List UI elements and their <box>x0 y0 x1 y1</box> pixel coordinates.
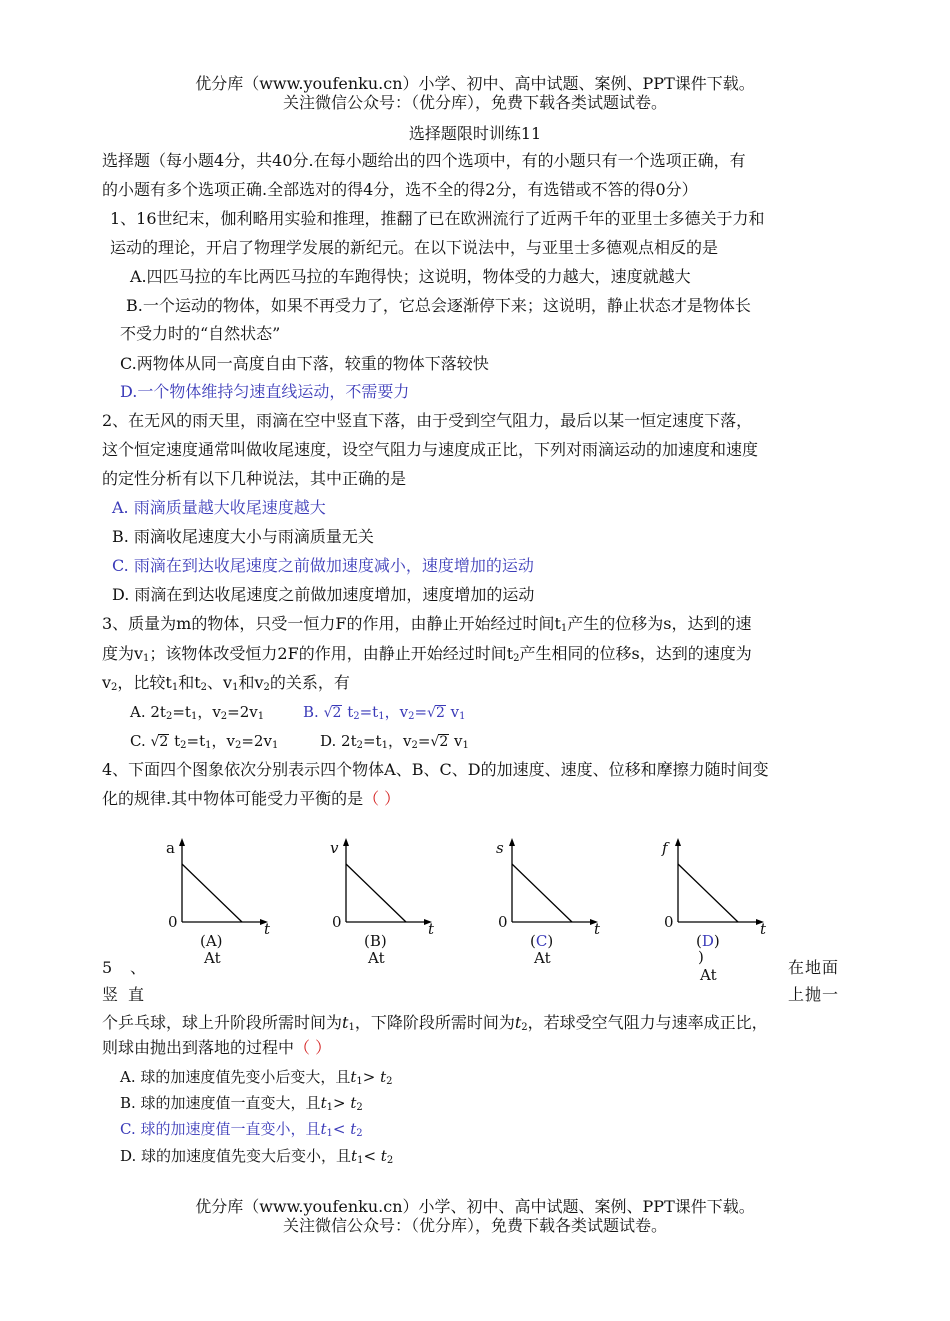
sqrt-symbol: √2 <box>430 734 449 750</box>
q5-option-d: D. 球的加速度值先变大后变小，且$t_1< t_2$ <box>120 1147 394 1166</box>
graph-line <box>512 864 572 922</box>
q3-option-c: C. √2 $t_2=t_1$，$v_2=2v_1$ <box>130 732 279 751</box>
footer-line-1: 优分库（www.youfenku.cn）小学、初中、高中试题、案例、PPT课件下载。 <box>195 1197 755 1216</box>
q5-right-1: 在地面 <box>788 958 840 977</box>
q4-stem-line-2: 化的规律.其中物体可能受力平衡的是（ ） <box>102 789 401 808</box>
graph-line <box>678 864 738 922</box>
graph-c-sub: At <box>534 949 551 967</box>
q5-right-2: 上抛一 <box>788 985 840 1004</box>
sqrt-symbol: √2 <box>427 705 445 721</box>
graph-d-extra: ) <box>698 948 704 966</box>
q5-option-c: C. 球的加速度值一直变小，且$t_1< t_2$ <box>120 1120 363 1139</box>
q2-stem-line-1: 2、在无风的雨天里，雨滴在空中竖直下落，由于受到空气阻力，最后以某一恒定速度下落， <box>102 411 753 430</box>
graph-c-x-label: t <box>594 920 601 938</box>
graph-b-caption: (B) <box>364 932 387 950</box>
graph-c-caption: (C) <box>530 932 554 950</box>
q3-option-b: B. √2 $t_2=t_1$，$v_2=√2$ $v_1$ <box>303 703 466 722</box>
q5-number: 5 <box>102 958 113 977</box>
graph-a-sub: At <box>204 949 221 967</box>
q5-stem-line-3: 个乒乓球，球上升阶段所需时间为$t_1$，下降阶段所需时间为$t_2$，若球受空气阻力与速率成正比， <box>102 1013 768 1033</box>
q1-option-a: A.四匹马拉的车比两匹马拉的车跑得快；这说明，物体受的力越大，速度就越大 <box>130 267 691 286</box>
q5-stem-line-4: 则球由抛出到落地的过程中（ ） <box>102 1038 332 1057</box>
graph-d <box>660 836 780 986</box>
intro-line-2: 的小题有多个选项正确.全部选对的得4分，选不全的得2分，有选错或不答的得0分） <box>102 180 698 199</box>
graph-d-x-label: t <box>760 920 767 938</box>
header-line-2: 关注微信公众号：（优分库），免费下载各类试题试卷。 <box>282 93 667 112</box>
answer-paren: （ ） <box>363 789 401 808</box>
q3-option-d: D. $2t_2=t_1$，$v_2=√2$ $v_1$ <box>320 732 469 751</box>
answer-paren: （ ） <box>294 1038 332 1057</box>
q3-option-a: A. $2t_2=t_1$，$v_2=2v_1$ <box>130 703 265 722</box>
graph-c-y-label: s <box>496 839 504 857</box>
graph-a <box>164 836 284 976</box>
q3-stem-line-3: $v_2$，比较$t_1$和$t_2$、$v_1$和$v_2$的关系，有 <box>102 673 350 693</box>
graph-a-x-label: t <box>264 920 271 938</box>
q2-stem-line-2: 这个恒定速度通常叫做收尾速度，设空气阻力与速度成正比，下列对雨滴运动的加速度和速度 <box>102 440 759 459</box>
graph-b-y-label: v <box>330 839 339 857</box>
graph-d-caption: (D) <box>696 932 720 950</box>
q2-option-d: D. 雨滴在到达收尾速度之前做加速度增加，速度增加的运动 <box>112 585 535 604</box>
q1-option-d: D.一个物体维持匀速直线运动，不需要力 <box>120 382 410 401</box>
q1-option-c: C.两物体从同一高度自由下落，较重的物体下落较快 <box>120 354 489 373</box>
graph-b-origin: 0 <box>332 913 342 931</box>
q2-stem-line-3: 的定性分析有以下几种说法，其中正确的是 <box>102 469 407 488</box>
q5-separator: 、 <box>130 958 147 977</box>
graph-a-y-label: a <box>166 839 175 857</box>
q2-option-b: B. 雨滴收尾速度大小与雨滴质量无关 <box>112 527 374 546</box>
q3-stem-line-2: 度为$v_1$；该物体改受恒力2F的作用，由静止开始经过时间$t_2$产生相同的位移s，达到的速度为 <box>102 644 752 664</box>
sqrt-symbol: √2 <box>150 734 169 750</box>
graph-a-origin: 0 <box>168 913 178 931</box>
graph-b <box>328 836 448 976</box>
sqrt-symbol: √2 <box>323 705 342 721</box>
graph-b-x-label: t <box>428 920 435 938</box>
q1-option-b-line-1: B.一个运动的物体，如果不再受力了，它总会逐渐停下来；这说明，静止状态才是物体长 <box>126 296 751 315</box>
header-line-1: 优分库（www.youfenku.cn）小学、初中、高中试题、案例、PPT课件下载。 <box>195 74 755 93</box>
q5-option-b: B. 球的加速度值一直变大，且$t_1> t_2$ <box>120 1094 363 1113</box>
footer-line-2: 关注微信公众号：（优分库），免费下载各类试题试卷。 <box>282 1216 667 1235</box>
q5-left-2: 竖直 <box>102 985 155 1004</box>
graph-b-sub: At <box>368 949 385 967</box>
q2-option-c: C. 雨滴在到达收尾速度之前做加速度减小，速度增加的运动 <box>112 556 534 575</box>
q4-stem-line-1: 4、下面四个图象依次分别表示四个物体A、B、C、D的加速度、速度、位移和摩擦力随时间变 <box>102 760 769 779</box>
graph-d-origin: 0 <box>664 913 674 931</box>
q1-stem-line-1: 1、16世纪末，伽利略用实验和推理，推翻了已在欧洲流行了近两千年的亚里士多德关于力和 <box>110 209 765 228</box>
graph-d-y-label: f <box>662 839 668 857</box>
q1-stem-line-2: 运动的理论，开启了物理学发展的新纪元。在以下说法中，与亚里士多德观点相反的是 <box>110 238 719 257</box>
q5-option-a: A. 球的加速度值先变小后变大，且$t_1> t_2$ <box>120 1068 393 1087</box>
graph-d-sub: At <box>700 966 717 984</box>
page-title: 选择题限时训练11 <box>408 124 542 143</box>
graph-a-caption: (A) <box>200 932 223 950</box>
graph-c <box>494 836 614 976</box>
q2-option-a: A. 雨滴质量越大收尾速度越大 <box>112 498 326 517</box>
graph-c-origin: 0 <box>498 913 508 931</box>
q3-stem-line-1: 3、质量为m的物体，只受一恒力F的作用，由静止开始经过时间$t_1$产生的位移为s，达到的速 <box>102 614 752 634</box>
q1-option-b-line-2: 不受力时的“自然状态” <box>120 324 281 343</box>
intro-line-1: 选择题（每小题4分，共40分.在每小题给出的四个选项中，有的小题只有一个选项正确，有 <box>102 151 746 170</box>
graph-line <box>182 864 242 922</box>
graph-line <box>346 864 406 922</box>
